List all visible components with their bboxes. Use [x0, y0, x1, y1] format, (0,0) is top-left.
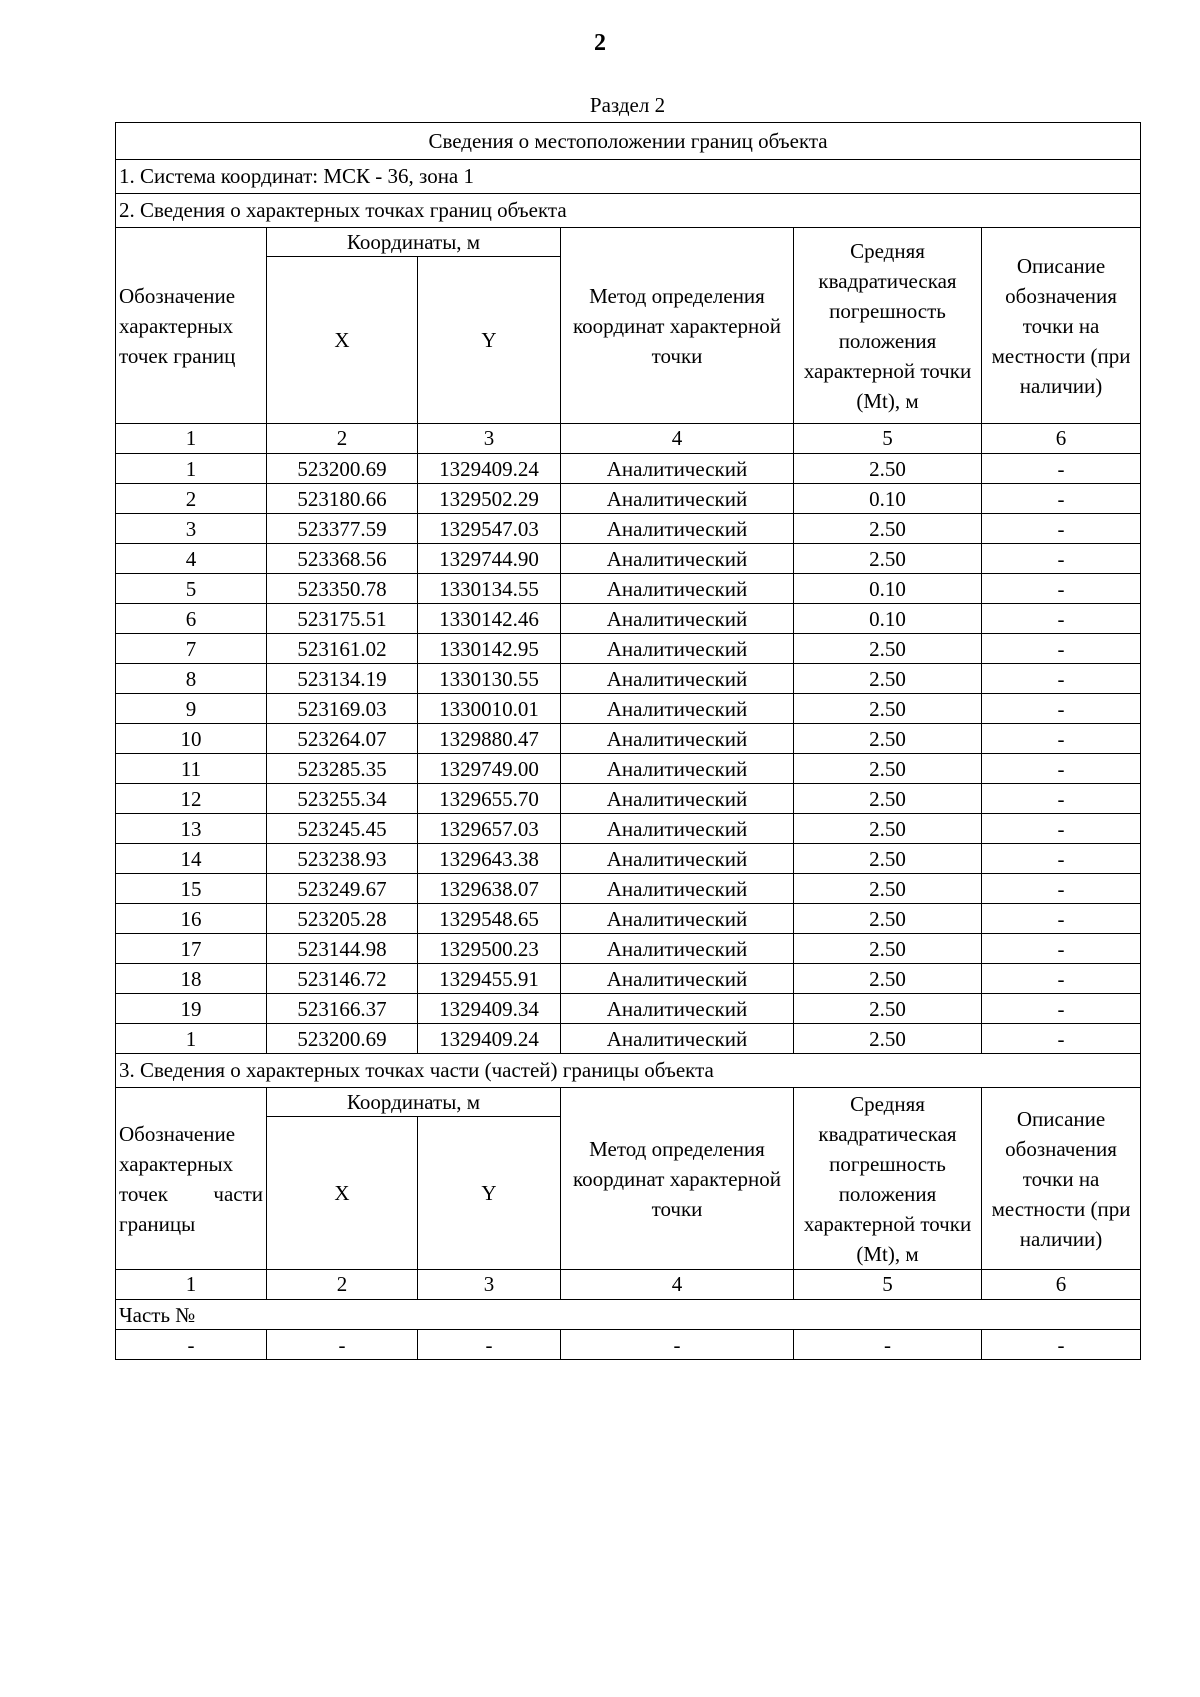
section3-title-row: [116, 1054, 1141, 1088]
table-row: [116, 514, 1141, 544]
cell-point: 16: [116, 904, 267, 934]
cell-point: 2: [116, 484, 267, 514]
cell-description: -: [982, 454, 1141, 484]
column-numbers-row: [116, 424, 1141, 454]
cell-error: 2.50: [794, 454, 982, 484]
cell-y: 1330142.95: [418, 634, 561, 664]
cell-method: Аналитический: [561, 814, 794, 844]
part-cell: -: [794, 1330, 982, 1360]
table-row: [116, 604, 1141, 634]
cell-point: 1: [116, 454, 267, 484]
table-row: [116, 754, 1141, 784]
cell-error: 2.50: [794, 1024, 982, 1054]
cell-x: 523255.34: [267, 784, 418, 814]
column-number: 4: [561, 424, 794, 454]
cell-y: 1330134.55: [418, 574, 561, 604]
cell-x: 523200.69: [267, 1024, 418, 1054]
cell-method: Аналитический: [561, 1024, 794, 1054]
cell-y: 1329409.24: [418, 454, 561, 484]
cell-error: 2.50: [794, 544, 982, 574]
cell-error: 2.50: [794, 634, 982, 664]
header-point-designation: Обозначение характерных точек границ: [116, 228, 267, 424]
cell-point: 17: [116, 934, 267, 964]
table-row: [116, 694, 1141, 724]
table-row: [116, 874, 1141, 904]
cell-method: Аналитический: [561, 484, 794, 514]
cell-x: 523285.35: [267, 754, 418, 784]
cell-y: 1329502.29: [418, 484, 561, 514]
column-number: 6: [982, 424, 1141, 454]
cell-description: -: [982, 814, 1141, 844]
part-header-description: Описание обозначения точки на местности (при наличии): [982, 1088, 1141, 1270]
cell-point: 18: [116, 964, 267, 994]
column-number: 4: [561, 1270, 794, 1300]
cell-method: Аналитический: [561, 964, 794, 994]
cell-method: Аналитический: [561, 994, 794, 1024]
cell-y: 1329657.03: [418, 814, 561, 844]
cell-y: 1329638.07: [418, 874, 561, 904]
cell-error: 2.50: [794, 664, 982, 694]
cell-x: 523205.28: [267, 904, 418, 934]
cell-y: 1329548.65: [418, 904, 561, 934]
column-number: 6: [982, 1270, 1141, 1300]
cell-x: 523180.66: [267, 484, 418, 514]
cell-y: 1329547.03: [418, 514, 561, 544]
header-x: X: [267, 257, 418, 424]
cell-point: 4: [116, 544, 267, 574]
cell-point: 9: [116, 694, 267, 724]
cell-point: 13: [116, 814, 267, 844]
cell-x: 523134.19: [267, 664, 418, 694]
part-header-row-1: [116, 1088, 1141, 1117]
cell-error: 2.50: [794, 964, 982, 994]
cell-error: 0.10: [794, 484, 982, 514]
cell-method: Аналитический: [561, 724, 794, 754]
cell-description: -: [982, 694, 1141, 724]
cell-error: 0.10: [794, 604, 982, 634]
header-method: Метод определения координат характерной точки: [561, 228, 794, 424]
cell-error: 2.50: [794, 934, 982, 964]
part-cell: -: [116, 1330, 267, 1360]
cell-description: -: [982, 724, 1141, 754]
cell-description: -: [982, 1024, 1141, 1054]
part-label: Часть №: [116, 1300, 1141, 1330]
cell-y: 1329880.47: [418, 724, 561, 754]
cell-description: -: [982, 664, 1141, 694]
cell-error: 2.50: [794, 994, 982, 1024]
table-row: [116, 574, 1141, 604]
cell-method: Аналитический: [561, 934, 794, 964]
boundaries-table: [115, 122, 1141, 1360]
cell-x: 523146.72: [267, 964, 418, 994]
cell-method: Аналитический: [561, 754, 794, 784]
cell-point: 10: [116, 724, 267, 754]
cell-x: 523169.03: [267, 694, 418, 724]
part-row: [116, 1330, 1141, 1360]
part-cell: -: [561, 1330, 794, 1360]
cell-description: -: [982, 754, 1141, 784]
header-y: Y: [418, 257, 561, 424]
part-header-y: Y: [418, 1117, 561, 1270]
cell-y: 1330010.01: [418, 694, 561, 724]
cell-method: Аналитический: [561, 544, 794, 574]
cell-method: Аналитический: [561, 604, 794, 634]
cell-y: 1329655.70: [418, 784, 561, 814]
cell-method: Аналитический: [561, 514, 794, 544]
table-row: [116, 1024, 1141, 1054]
table-title: Сведения о местоположении границ объекта: [116, 123, 1141, 160]
cell-y: 1329500.23: [418, 934, 561, 964]
cell-description: -: [982, 904, 1141, 934]
section-label: Раздел 2: [589, 93, 666, 117]
cell-x: 523144.98: [267, 934, 418, 964]
cell-x: 523166.37: [267, 994, 418, 1024]
cell-error: 2.50: [794, 754, 982, 784]
cell-description: -: [982, 964, 1141, 994]
column-number: 1: [116, 1270, 267, 1300]
cell-description: -: [982, 874, 1141, 904]
table-row: [116, 814, 1141, 844]
cell-error: 2.50: [794, 514, 982, 544]
cell-y: 1329643.38: [418, 844, 561, 874]
cell-point: 5: [116, 574, 267, 604]
column-number: 2: [267, 424, 418, 454]
cell-y: 1329409.24: [418, 1024, 561, 1054]
cell-method: Аналитический: [561, 874, 794, 904]
cell-y: 1329409.34: [418, 994, 561, 1024]
cell-y: 1329744.90: [418, 544, 561, 574]
column-number: 3: [418, 1270, 561, 1300]
cell-x: 523377.59: [267, 514, 418, 544]
table-row: [116, 724, 1141, 754]
cell-description: -: [982, 604, 1141, 634]
header-point-designation-part: Обозначение характерных точек части границы: [116, 1088, 267, 1270]
cell-x: 523264.07: [267, 724, 418, 754]
cell-point: 1: [116, 1024, 267, 1054]
column-number: 3: [418, 424, 561, 454]
cell-x: 523249.67: [267, 874, 418, 904]
cell-error: 2.50: [794, 844, 982, 874]
cell-description: -: [982, 634, 1141, 664]
part-header-x: X: [267, 1117, 418, 1270]
cell-error: 2.50: [794, 694, 982, 724]
cell-x: 523368.56: [267, 544, 418, 574]
cell-description: -: [982, 484, 1141, 514]
cell-method: Аналитический: [561, 664, 794, 694]
cell-method: Аналитический: [561, 454, 794, 484]
part-cell: -: [418, 1330, 561, 1360]
cell-y: 1329455.91: [418, 964, 561, 994]
cell-method: Аналитический: [561, 634, 794, 664]
cell-method: Аналитический: [561, 574, 794, 604]
section3-title: 3. Сведения о характерных точках части (частей) границы объекта: [116, 1054, 1141, 1088]
cell-method: Аналитический: [561, 844, 794, 874]
header-row-1: [116, 228, 1141, 257]
table-row: [116, 784, 1141, 814]
cell-error: 2.50: [794, 784, 982, 814]
cell-description: -: [982, 784, 1141, 814]
cell-error: 0.10: [794, 574, 982, 604]
cell-x: 523200.69: [267, 454, 418, 484]
cell-point: 15: [116, 874, 267, 904]
cell-x: 523175.51: [267, 604, 418, 634]
cell-x: 523245.45: [267, 814, 418, 844]
column-number: 5: [794, 424, 982, 454]
cell-point: 12: [116, 784, 267, 814]
page-number: 2: [594, 30, 606, 56]
cell-error: 2.50: [794, 904, 982, 934]
section2-title-row: [116, 194, 1141, 228]
table-row: [116, 664, 1141, 694]
table-row: [116, 844, 1141, 874]
cell-description: -: [982, 574, 1141, 604]
table-row: [116, 484, 1141, 514]
cell-description: -: [982, 514, 1141, 544]
header-description: Описание обозначения точки на местности (при наличии): [982, 228, 1141, 424]
cell-method: Аналитический: [561, 694, 794, 724]
cell-error: 2.50: [794, 724, 982, 754]
table-title-row: [116, 123, 1141, 160]
part-column-numbers-row: [116, 1270, 1141, 1300]
cell-point: 7: [116, 634, 267, 664]
table-row: [116, 544, 1141, 574]
cell-error: 2.50: [794, 814, 982, 844]
cell-x: 523238.93: [267, 844, 418, 874]
cell-error: 2.50: [794, 874, 982, 904]
column-number: 1: [116, 424, 267, 454]
cell-point: 6: [116, 604, 267, 634]
part-cell: -: [267, 1330, 418, 1360]
cell-point: 14: [116, 844, 267, 874]
cell-y: 1330142.46: [418, 604, 561, 634]
cell-method: Аналитический: [561, 904, 794, 934]
cell-point: 11: [116, 754, 267, 784]
section2-title: 2. Сведения о характерных точках границ объекта: [116, 194, 1141, 228]
table-row: [116, 904, 1141, 934]
part-header-coordinates: Координаты, м: [267, 1088, 561, 1117]
coord-system-row: [116, 160, 1141, 194]
cell-x: 523161.02: [267, 634, 418, 664]
cell-description: -: [982, 934, 1141, 964]
table-row: [116, 964, 1141, 994]
cell-point: 3: [116, 514, 267, 544]
table-row: [116, 994, 1141, 1024]
cell-description: -: [982, 544, 1141, 574]
cell-x: 523350.78: [267, 574, 418, 604]
header-error: Средняя квадратическая погрешность положения характерной точки (Mt), м: [794, 228, 982, 424]
part-label-row: [116, 1300, 1141, 1330]
column-number: 5: [794, 1270, 982, 1300]
table-row: [116, 934, 1141, 964]
cell-point: 19: [116, 994, 267, 1024]
cell-description: -: [982, 994, 1141, 1024]
table-row: [116, 634, 1141, 664]
part-header-method: Метод определения координат характерной точки: [561, 1088, 794, 1270]
cell-y: 1330130.55: [418, 664, 561, 694]
table-row: [116, 454, 1141, 484]
cell-point: 8: [116, 664, 267, 694]
part-header-error: Средняя квадратическая погрешность положения характерной точки (Mt), м: [794, 1088, 982, 1270]
header-coordinates: Координаты, м: [267, 228, 561, 257]
coord-system: 1. Система координат: МСК - 36, зона 1: [116, 160, 1141, 194]
cell-y: 1329749.00: [418, 754, 561, 784]
cell-method: Аналитический: [561, 784, 794, 814]
cell-description: -: [982, 844, 1141, 874]
column-number: 2: [267, 1270, 418, 1300]
part-cell: -: [982, 1330, 1141, 1360]
